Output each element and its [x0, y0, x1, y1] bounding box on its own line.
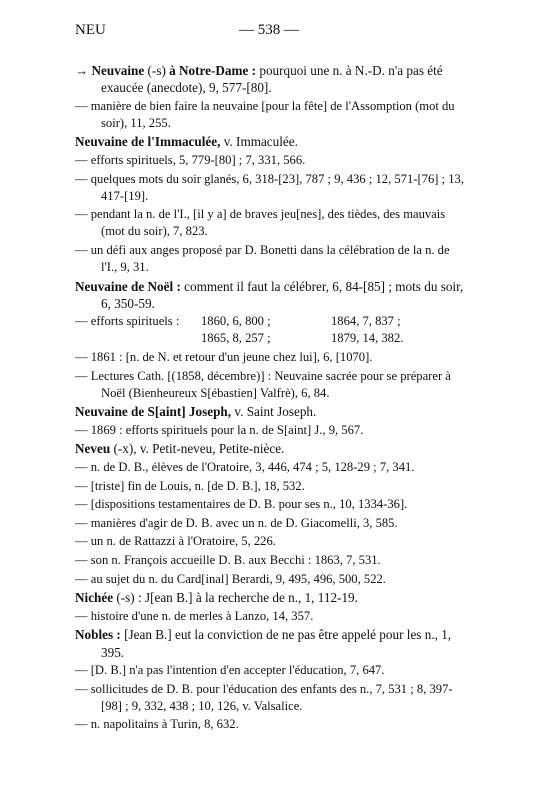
sub-entry: — histoire d'une n. de merles à Lanzo, 14, 357.	[75, 608, 314, 623]
efforts-cell: 1865, 8, 257 ;	[201, 331, 271, 346]
entry-nichee	[75, 589, 467, 606]
headword-2: à Notre-Dame :	[169, 63, 257, 78]
sub-entry: — n. napolitains à Turin, 8, 632.	[75, 717, 239, 732]
entry-neuvaine-notre-dame	[75, 62, 467, 96]
entry-neuvaine-noel	[75, 278, 467, 312]
arrow-icon: →	[75, 63, 92, 78]
sub-entry: — quelques mots du soir glanés, 6, 318-[23], 787 ; 9, 436 ; 12, 571-[76] ; 13, 417-[19].	[75, 171, 464, 203]
sub-entry: — son n. François accueille D. B. aux Becchi : 1863, 7, 531.	[75, 553, 381, 568]
page-number: — 538 —	[239, 22, 299, 38]
efforts-table	[75, 313, 467, 347]
index-column	[75, 62, 467, 735]
sub-entry: — 1869 : efforts spirituels pour la n. de S[aint] J., 9, 567.	[75, 422, 364, 437]
sub-entry: — manière de bien faire la neuvaine [pour la fête] de l'Assomption (mot du soir), 11, 255.	[75, 98, 455, 130]
sub-entry: — sollicitudes de D. B. pour l'éducation des enfants des n., 7, 531 ; 8, 397-[98] ; 9, 332, 438 ; 10, 126, v. Valsalice.	[75, 681, 453, 713]
sub-entry: — efforts spirituels, 5, 779-[80] ; 7, 331, 566.	[75, 152, 306, 167]
sub-entry: — n. de D. B., élèves de l'Oratoire, 3, 446, 474 ; 5, 128-29 ; 7, 341.	[75, 460, 415, 475]
headword: Neveu	[75, 441, 111, 457]
sub-entry: — manières d'agir de D. B. avec un n. de D. Giacomelli, 3, 585.	[75, 515, 398, 530]
header-letters: NEU	[75, 22, 106, 38]
sub-entry: — 1861 : [n. de N. et retour d'un jeune chez lui], 6, [1070].	[75, 350, 373, 364]
entry-text: pourquoi une n. à N.-D. n'a pas été exaucée (anecdote), 9, 577-[80].	[101, 63, 443, 96]
headword: Neuvaine	[91, 63, 145, 78]
entry-neuvaine-saint-joseph	[75, 403, 467, 420]
entry-text: (-s) : J[ean B.] à la recherche de n., 1, 112-19.	[113, 590, 358, 606]
running-header	[0, 22, 538, 42]
sub-entry: — [dispositions testamentaires de D. B. pour ses n., 10, 1334-36].	[75, 497, 408, 512]
headword: Neuvaine de l'Immaculée,	[75, 134, 221, 150]
entry-neuvaine-immaculee	[75, 133, 467, 150]
headword: Neuvaine de Noël :	[75, 278, 181, 294]
headword: Nobles :	[75, 627, 121, 643]
sub-entry: — [triste] fin de Louis, n. [de D. B.], 18, 532.	[75, 478, 305, 493]
sub-entry: — un n. de Rattazzi à l'Oratoire, 5, 226.	[75, 534, 276, 549]
efforts-cell: 1860, 6, 800 ;	[201, 314, 271, 329]
efforts-label: — efforts spirituels :	[75, 314, 180, 329]
efforts-row	[75, 313, 467, 330]
entry-text: [Jean B.] eut la conviction de ne pas être appelé pour les n., 1, 395.	[101, 627, 452, 660]
headword: Nichée	[75, 590, 114, 606]
entry-neveu	[75, 440, 467, 457]
headword-suffix: (-s)	[144, 63, 170, 78]
efforts-cell: 1879, 14, 382.	[331, 331, 404, 346]
sub-entry: — pendant la n. de l'I., [il y a] de braves jeu[nes], des tièdes, des mauvais (mot du soir), 7, 823.	[75, 207, 446, 239]
entry-text: comment il faut la célébrer, 6, 84-[85] ; mots du soir, 6, 350-59.	[101, 278, 464, 311]
sub-entry: — un défi aux anges proposé par D. Bonetti dans la célébration de la n. de l'I., 9, 31.	[75, 242, 450, 275]
entry-text: (-x), v. Petit-neveu, Petite-nièce.	[110, 441, 285, 457]
entry-text: v. Immaculée.	[220, 134, 298, 150]
entry-text: v. Saint Joseph.	[231, 404, 317, 420]
sub-entry: — au sujet du n. du Card[inal] Berardi, 9, 495, 496, 500, 522.	[75, 571, 386, 586]
sub-entry: — Lectures Cath. [(1858, décembre)] : Neuvaine sacrée pour se préparer à Noël (Bienheureux S[ébastien] Valfrè), 6, 84.	[75, 368, 451, 400]
efforts-row	[75, 330, 467, 347]
sub-entry: — [D. B.] n'a pas l'intention d'en accepter l'éducation, 7, 647.	[75, 663, 385, 678]
entry-nobles	[75, 626, 467, 660]
headword: Neuvaine de S[aint] Joseph,	[75, 404, 232, 420]
efforts-cell: 1864, 7, 837 ;	[331, 314, 401, 329]
